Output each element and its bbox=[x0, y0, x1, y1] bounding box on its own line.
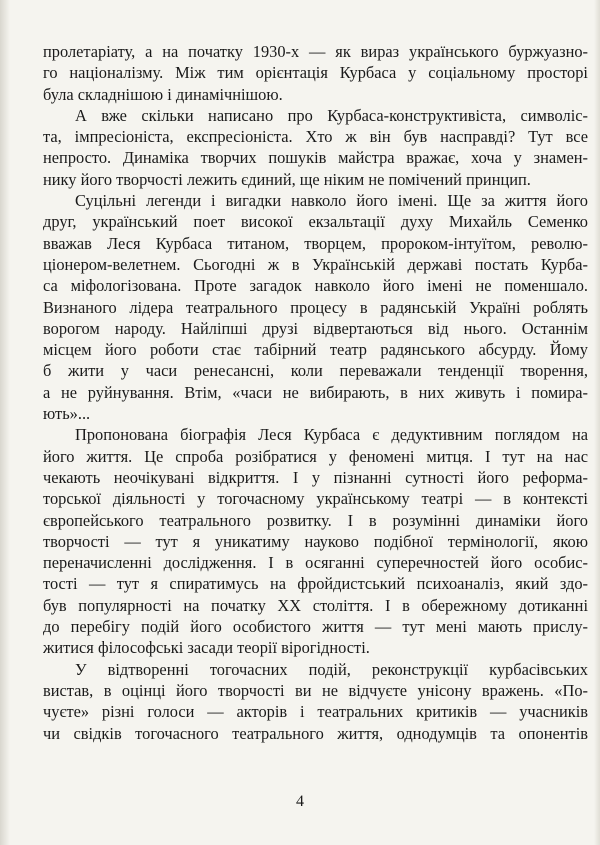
text-line: та, імпресіоніста, експресіоніста. Хто ж він був насправді? Тут все bbox=[43, 127, 588, 147]
text-line: чуєте» різні голоси — акторів і театральних критиків — учасників bbox=[43, 702, 588, 722]
text-line: європейського театрального розвитку. І в розумінні динаміки його bbox=[43, 510, 588, 530]
text-line: чекають неочікувані відкриття. І у пізнанні сутності його реформа- bbox=[43, 467, 588, 487]
text-line: був популярності на початку ХХ століття. І в обережному дотиканні bbox=[43, 595, 588, 615]
text-line: б жити у часи ренесансні, коли переважали тенденції творення, bbox=[43, 361, 588, 381]
text-line: а не руйнування. Втім, «часи не вибирають, в них живуть і помира- bbox=[43, 382, 588, 402]
text-line: непросто. Динаміка творчих пошуків майстра вражає, хоча у знамен- bbox=[43, 148, 588, 168]
text-line: торської діяльності у тогочасному українському театрі — в контексті bbox=[43, 489, 588, 509]
text-line: вважав Леся Курбаса титаном, творцем, пророком-інтуїтом, револю- bbox=[43, 233, 588, 253]
text-line: нику його творчості лежить єдиний, ще ніким не помічений принцип. bbox=[43, 169, 531, 189]
text-line: вистав, в оцінці його творчості ви не відчуєте унісону вражень. «По- bbox=[43, 680, 588, 700]
text-line: ворогом народу. Найліпші друзі відвертаються від нього. Останнім bbox=[43, 318, 588, 338]
text-line: А вже скільки написано про Курбаса-конструктивіста, символіс- bbox=[75, 105, 588, 125]
text-line: житися філософські засади теорії вірогідності. bbox=[43, 638, 370, 658]
text-line: друг, український поет високої екзальтації духу Михайль Семенко bbox=[43, 212, 588, 232]
text-line: до перебігу подій його особистого життя — тут мені мають прислу- bbox=[43, 617, 588, 637]
text-line: Визнаного лідера театрального процесу в радянській Україні роблять bbox=[43, 297, 588, 317]
text-line: са міфологізована. Проте загадок навколо його імені не поменшало. bbox=[43, 276, 588, 296]
text-line: У відтворенні тогочасних подій, реконструкції курбасівських bbox=[75, 659, 588, 679]
text-line: тості — тут я спиратимусь на фройдистський психоаналіз, який здо- bbox=[43, 574, 588, 594]
text-line: ціонером-велетнем. Сьогодні ж в Українській державі постать Курба- bbox=[43, 254, 588, 274]
text-line: чи свідків тогочасного театрального життя, однодумців та опонентів bbox=[43, 723, 588, 743]
text-line: його життя. Це спроба розібратися у феномені митця. І тут на нас bbox=[43, 446, 588, 466]
text-line: го націоналізму. Між тим орієнтація Курбаса у соціальному просторі bbox=[43, 63, 588, 83]
text-line: ють»... bbox=[43, 404, 91, 424]
text-line: Суцільні легенди і вигадки навколо його імені. Ще за життя його bbox=[75, 191, 588, 211]
text-line: була складнішою і динамічнішою. bbox=[43, 84, 283, 104]
text-line: переначисленні дослідження. І в осяганні суперечностей його особис- bbox=[43, 553, 588, 573]
text-line: пролетаріату, а на початку 1930-х — як вираз українського буржуазно- bbox=[43, 42, 588, 61]
text-line: Пропонована біографія Леся Курбаса є дедуктивним поглядом на bbox=[75, 425, 588, 445]
text-line: творчості — тут я уникатиму науково подібної термінології, якою bbox=[43, 531, 588, 551]
page-number: 4 bbox=[296, 793, 304, 810]
body-text bbox=[43, 41, 588, 744]
text-line: місцем його роботи стає табірний театр радянського абсурду. Йому bbox=[43, 340, 588, 360]
